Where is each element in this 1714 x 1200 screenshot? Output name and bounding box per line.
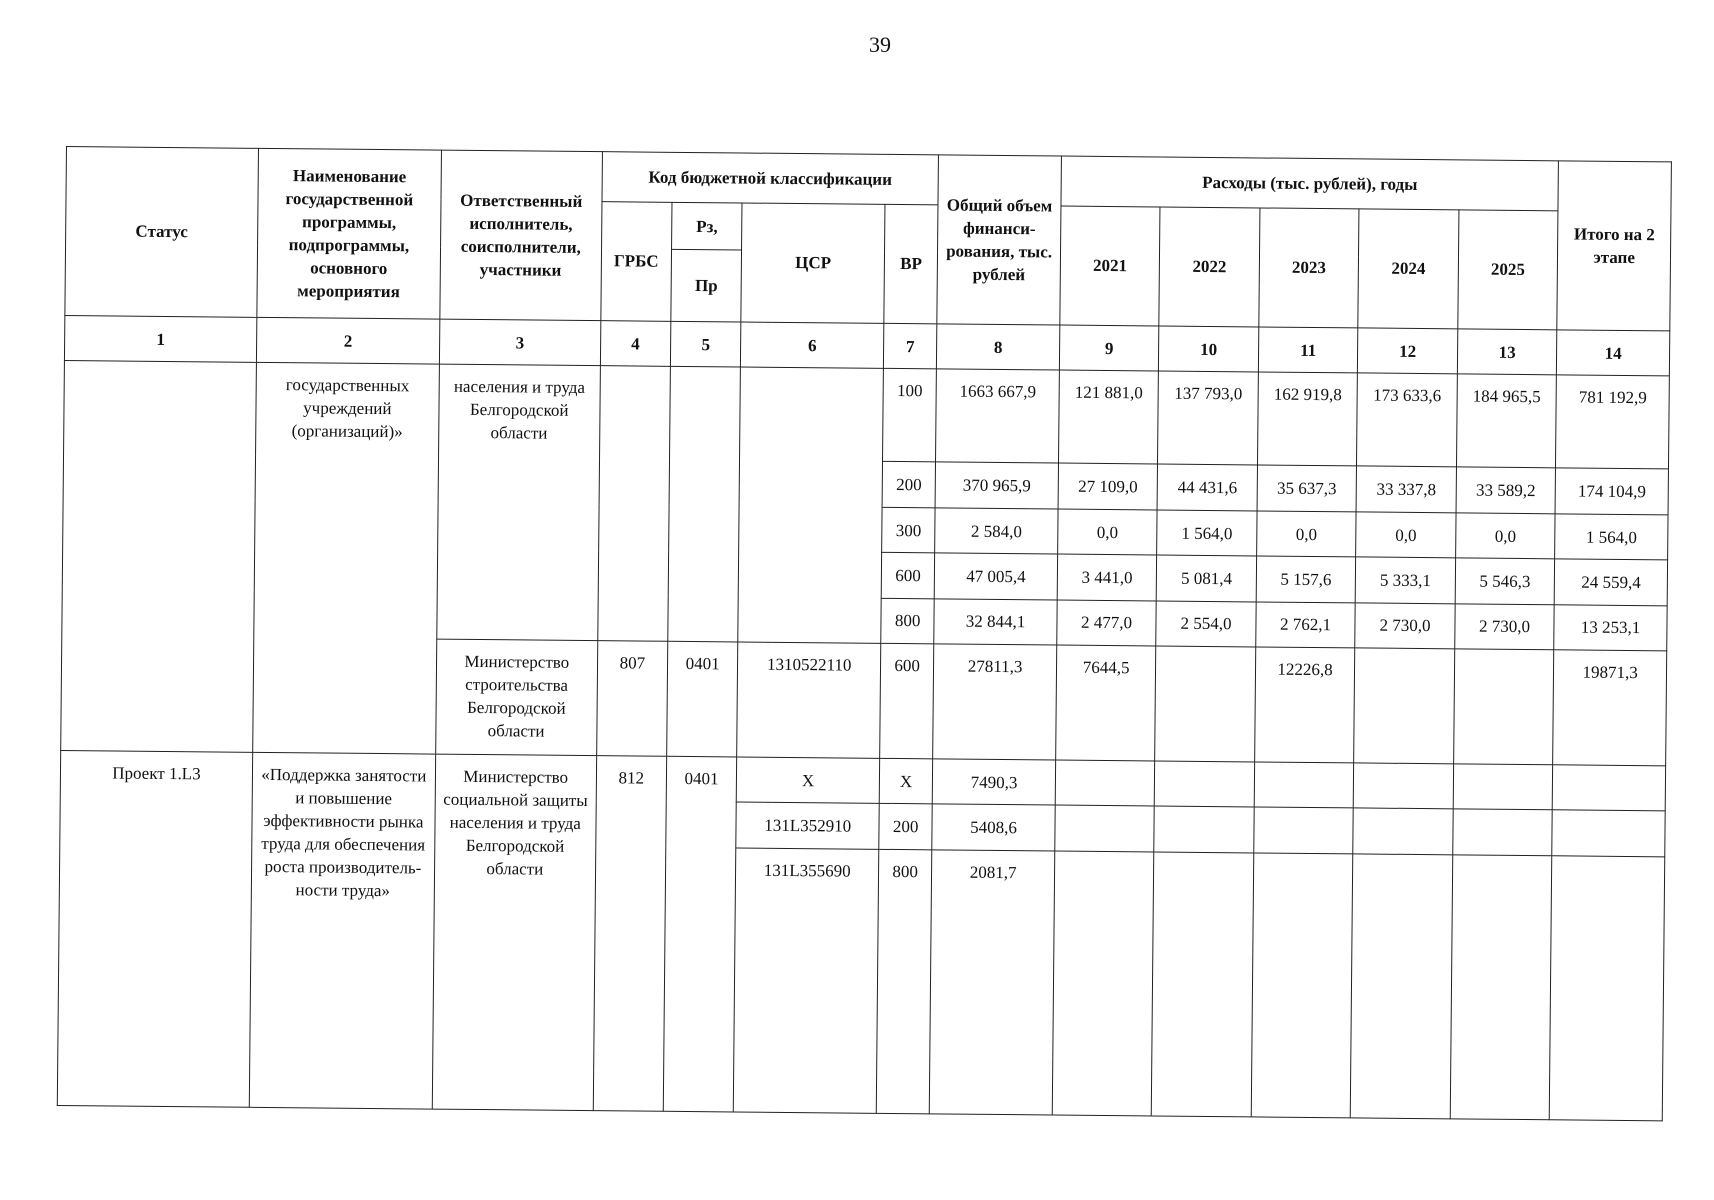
y2023-cell: 2 762,1 bbox=[1256, 602, 1356, 648]
budget-table bbox=[57, 146, 1672, 1121]
y2025-cell bbox=[1450, 855, 1552, 1120]
vr-cell: 800 bbox=[876, 849, 932, 1114]
status-cell: Проект 1.L3 bbox=[57, 750, 252, 1107]
y2024-cell: 173 633,6 bbox=[1357, 373, 1457, 467]
column-number: 5 bbox=[670, 321, 741, 367]
column-number: 4 bbox=[600, 320, 671, 366]
header-vr: ВР bbox=[884, 204, 938, 324]
vr-cell: 800 bbox=[881, 598, 935, 644]
csr-cell: X bbox=[737, 757, 880, 804]
y2024-cell bbox=[1354, 763, 1454, 809]
header-total-stage: Итого на 2 этапе bbox=[1557, 161, 1671, 331]
y2023-cell: 35 637,3 bbox=[1257, 465, 1357, 511]
column-number: 12 bbox=[1358, 328, 1458, 374]
y2021-cell: 2 477,0 bbox=[1057, 600, 1157, 646]
total-cell: 1663 667,9 bbox=[936, 369, 1059, 463]
y2021-cell: 121 881,0 bbox=[1058, 370, 1158, 464]
column-number: 1 bbox=[64, 315, 256, 362]
y2021-cell: 27 109,0 bbox=[1058, 463, 1158, 509]
column-number: 10 bbox=[1159, 326, 1259, 372]
total-cell: 47 005,4 bbox=[934, 553, 1057, 600]
column-number: 11 bbox=[1258, 327, 1358, 373]
y2025-cell: 184 965,5 bbox=[1456, 374, 1556, 468]
y2023-cell: 5 157,6 bbox=[1256, 556, 1356, 602]
y2022-cell: 2 554,0 bbox=[1156, 601, 1256, 647]
table-row bbox=[64, 361, 1670, 469]
total-cell: 2081,7 bbox=[930, 850, 1055, 1115]
column-number: 7 bbox=[883, 323, 937, 369]
column-number: 13 bbox=[1457, 329, 1557, 375]
header-budget-code: Код бюджетной классификации bbox=[602, 152, 939, 205]
executor-cell: Министерство строительства Белгородской области bbox=[436, 639, 598, 755]
grbs-cell bbox=[597, 366, 670, 642]
y2025-cell: 5 546,3 bbox=[1455, 558, 1555, 604]
csr-cell: 1310522110 bbox=[737, 642, 881, 758]
stage-cell: 174 104,9 bbox=[1555, 468, 1668, 515]
y2021-cell: 7644,5 bbox=[1056, 645, 1157, 761]
column-number: 2 bbox=[256, 317, 439, 364]
header-total-volume: Общий объем финанси-рования, тыс. рублей bbox=[937, 155, 1061, 325]
rzpr-cell: 0401 bbox=[667, 641, 738, 756]
header-expenses: Расходы (тыс. рублей), годы bbox=[1061, 156, 1559, 211]
stage-cell: 1 564,0 bbox=[1555, 514, 1668, 561]
y2024-cell: 5 333,1 bbox=[1356, 557, 1456, 603]
header-year-2025: 2025 bbox=[1458, 210, 1559, 330]
stage-cell: 781 192,9 bbox=[1556, 375, 1670, 469]
total-cell: 2 584,0 bbox=[935, 508, 1058, 555]
vr-cell: 200 bbox=[882, 462, 936, 508]
column-number: 3 bbox=[439, 319, 600, 366]
column-number: 6 bbox=[741, 322, 884, 369]
stage-cell bbox=[1553, 765, 1666, 812]
total-cell: 27811,3 bbox=[933, 644, 1057, 760]
header-grbs: ГРБС bbox=[600, 201, 671, 321]
y2021-cell: 3 441,0 bbox=[1057, 554, 1157, 600]
rzpr-cell bbox=[668, 367, 741, 643]
total-cell: 370 965,9 bbox=[935, 462, 1058, 509]
stage-cell bbox=[1550, 856, 1665, 1121]
stage-cell: 13 253,1 bbox=[1554, 605, 1667, 652]
stage-cell: 19871,3 bbox=[1553, 650, 1667, 766]
y2025-cell bbox=[1453, 764, 1553, 810]
page-number: 39 bbox=[869, 32, 891, 57]
header-year-2023: 2023 bbox=[1259, 208, 1360, 328]
y2025-cell bbox=[1453, 809, 1553, 855]
y2022-cell bbox=[1152, 852, 1254, 1117]
y2023-cell bbox=[1251, 853, 1353, 1118]
vr-cell: X bbox=[879, 758, 933, 804]
y2023-cell bbox=[1254, 807, 1354, 853]
y2025-cell: 0,0 bbox=[1455, 513, 1555, 559]
csr-cell: 131L352910 bbox=[736, 802, 879, 849]
header-pr: Пр bbox=[671, 250, 742, 322]
y2023-cell: 0,0 bbox=[1256, 511, 1356, 557]
header-year-2021: 2021 bbox=[1060, 206, 1161, 326]
y2021-cell bbox=[1052, 851, 1154, 1116]
y2023-cell: 162 919,8 bbox=[1257, 372, 1357, 466]
column-number: 9 bbox=[1059, 325, 1159, 371]
stage-cell: 24 559,4 bbox=[1554, 559, 1667, 606]
header-executor: Ответственный исполнитель, соисполнители, участники bbox=[440, 150, 602, 320]
csr-cell: 131L355690 bbox=[734, 848, 879, 1114]
grbs-cell: 812 bbox=[593, 756, 667, 1112]
y2022-cell: 137 793,0 bbox=[1158, 371, 1258, 465]
vr-cell: 200 bbox=[879, 804, 933, 850]
grbs-cell: 807 bbox=[596, 641, 667, 756]
column-number: 8 bbox=[937, 324, 1060, 371]
y2023-cell: 12226,8 bbox=[1254, 647, 1355, 763]
y2022-cell bbox=[1155, 761, 1255, 807]
vr-cell: 600 bbox=[881, 553, 935, 599]
y2022-cell: 44 431,6 bbox=[1157, 464, 1257, 510]
header-year-2022: 2022 bbox=[1159, 207, 1260, 327]
y2022-cell: 5 081,4 bbox=[1157, 555, 1257, 601]
vr-cell: 600 bbox=[880, 644, 934, 759]
column-number: 14 bbox=[1557, 330, 1670, 377]
header-status: Статус bbox=[65, 147, 259, 318]
y2024-cell: 33 337,8 bbox=[1356, 466, 1456, 512]
executor-cell: Министерство социальной защиты населения и труда Белгородской области bbox=[432, 754, 596, 1111]
program-name-cell: государственных учреждений (организаций)» bbox=[253, 363, 440, 754]
y2025-cell: 33 589,2 bbox=[1456, 467, 1556, 513]
csr-cell bbox=[738, 367, 883, 643]
vr-cell: 300 bbox=[882, 507, 936, 553]
program-name-cell: «Поддержка занятости и повышение эффективности рынка труда для обеспечения роста производитель-ности труда» bbox=[249, 752, 435, 1109]
y2025-cell: 2 730,0 bbox=[1455, 604, 1555, 650]
header-rz: Рз, bbox=[672, 202, 743, 250]
total-cell: 5408,6 bbox=[932, 804, 1055, 851]
y2024-cell bbox=[1353, 808, 1453, 854]
rzpr-cell: 0401 bbox=[663, 756, 737, 1112]
vr-cell: 100 bbox=[883, 369, 937, 463]
y2024-cell: 2 730,0 bbox=[1355, 603, 1455, 649]
y2021-cell bbox=[1055, 760, 1155, 806]
y2021-cell bbox=[1055, 805, 1155, 851]
total-cell: 32 844,1 bbox=[934, 599, 1057, 646]
header-csr: ЦСР bbox=[741, 203, 885, 323]
y2024-cell: 0,0 bbox=[1356, 512, 1456, 558]
stage-cell bbox=[1552, 810, 1665, 857]
executor-cell: населения и труда Белгородской области bbox=[437, 364, 600, 640]
total-cell: 7490,3 bbox=[933, 759, 1056, 806]
y2023-cell bbox=[1254, 762, 1354, 808]
y2022-cell bbox=[1154, 806, 1254, 852]
status-cell bbox=[61, 361, 257, 752]
y2022-cell: 1 564,0 bbox=[1157, 510, 1257, 556]
header-program-name: Наименование государственной программы, подпрограммы, основного мероприятия bbox=[257, 148, 442, 319]
y2024-cell bbox=[1354, 648, 1455, 764]
y2022-cell bbox=[1155, 646, 1256, 762]
y2021-cell: 0,0 bbox=[1058, 509, 1158, 555]
y2025-cell bbox=[1453, 649, 1554, 765]
y2024-cell bbox=[1351, 854, 1453, 1119]
header-year-2024: 2024 bbox=[1358, 209, 1459, 329]
